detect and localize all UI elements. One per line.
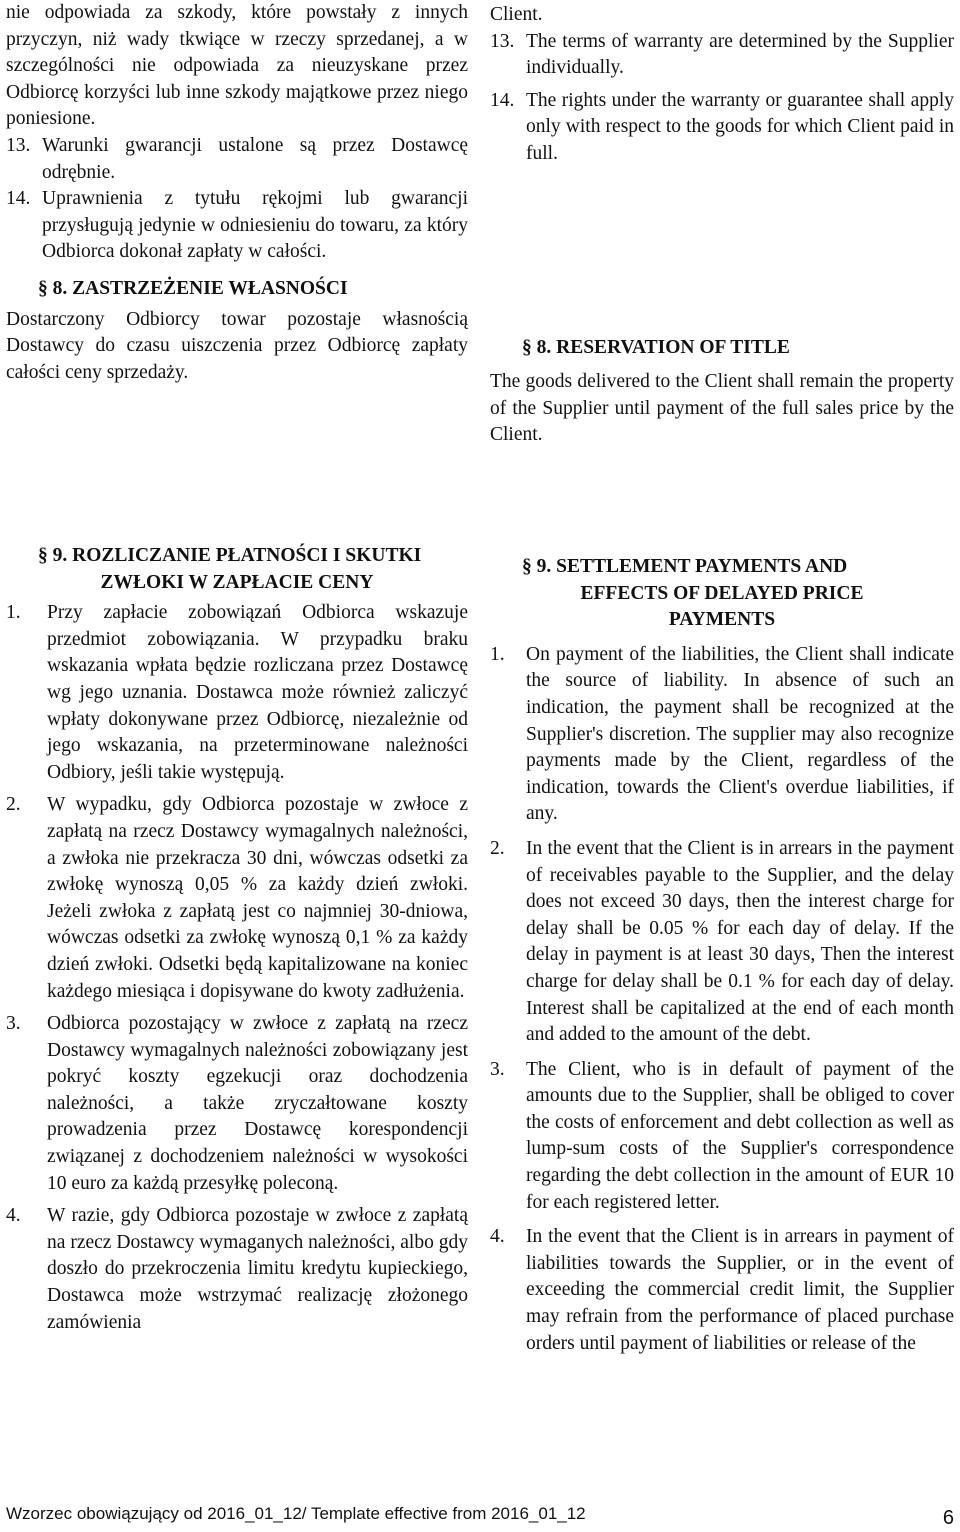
section-heading-9-en-line2: EFFECTS OF DELAYED PRICE (580, 582, 864, 604)
item-number: 13. (490, 30, 515, 52)
list-item (6, 186, 468, 266)
item-text: Przy zapłacie zobowiązań Odbiorca wskazuje przedmiot zobowiązania. W przypadku braku wskazania wpłata będzie rozliczana przez Dostawcę wg jego uznania. Dostawca może również zaliczyć wpłaty dokonywane przez Odbiorcę, niezależnie od jego wskazania, na przeterminowane należności Odbiory, jeśli takie występują. (47, 602, 468, 783)
list-item (6, 133, 468, 186)
item-number: 4. (6, 1205, 21, 1227)
section-heading-9-pl: § 9. ROZLICZANIE PŁATNOŚCI I SKUTKI (38, 545, 422, 566)
list-item (6, 792, 468, 1005)
section-8-body-en: The goods delivered to the Client shall remain the property of the Supplier until payment of the full sales price by the Client. (490, 371, 954, 446)
item-number: 13. (6, 134, 31, 156)
item-number: 14. (490, 89, 515, 111)
section-heading-9-pl-line2: ZWŁOKI W ZAPŁACIE CENY (100, 571, 374, 593)
item-number: 1. (6, 602, 21, 624)
continuation-text-en: Client. (490, 4, 543, 25)
list-item (490, 88, 954, 168)
continuation-text-pl: nie odpowiada za szkody, które powstały z innych przyczyn, niż wady tkwiące w rzeczy sprzedanej, a w szczególności nie odpowiada za nieuzyskane przez Odbiorcę korzyści lub inne szkody majątkowe przez niego poniesione. (6, 2, 468, 130)
list-item (6, 600, 468, 786)
item-text: In the event that the Client is in arrears in payment of liabilities towards the Supplier, or in the event of exceeding the commercial credit limit, the Supplier may refrain from the performance of placed purchase orders until payment of liabilities or release of the (526, 1226, 954, 1354)
list-item (6, 1203, 468, 1336)
top-right-column (490, 0, 954, 449)
section-heading-8-en: § 8. RESERVATION OF TITLE (522, 336, 790, 358)
item-text: The rights under the warranty or guarantee shall apply only with respect to the goods for which Client paid in full. (526, 89, 954, 164)
section-heading-9-en: § 9. SETTLEMENT PAYMENTS AND (522, 556, 848, 577)
item-number: 3. (490, 1058, 505, 1080)
list-item (490, 29, 954, 82)
section-heading-9-en-line3: PAYMENTS (668, 609, 776, 631)
list-item (6, 1011, 468, 1197)
section-8-body-pl: Dostarczony Odbiorcy towar pozostaje własnością Dostawcy do czasu uiszczenia przez Odbiorcę zapłaty całości ceny sprzedaży. (6, 308, 468, 383)
list-item (490, 836, 954, 1049)
item-text: The Client, who is in default of payment of the amounts due to the Supplier, shall be obliged to cover the costs of enforcement and debt collection as well as lump-sum costs of the Supplier's correspondence regarding the debt collection in the amount of EUR 10 for each registered letter. (526, 1058, 954, 1213)
list-item (490, 642, 954, 828)
list-item (490, 1224, 954, 1357)
item-text: The terms of warranty are determined by the Supplier individually. (526, 30, 954, 79)
item-text: Warunki gwarancji ustalone są przez Dostawcę odrębnie. (42, 134, 468, 183)
item-number: 14. (6, 188, 31, 210)
item-text: On payment of the liabilities, the Client shall indicate the source of liability. In absence of such an indication, the payment shall be recognized at the Supplier's discretion. The supplier may also recognize payments made by the Client, regardless of the indication, towards the Client's overdue liabilities, if any. (526, 643, 954, 825)
item-text: W razie, gdy Odbiorca pozostaje w zwłoce z zapłatą na rzecz Dostawcy wymaganych należności, albo gdy doszło do przekroczenia limitu kredytu kupieckiego, Dostawca może wstrzymać realizację złożonego zamówienia (47, 1205, 468, 1333)
item-number: 2. (6, 794, 21, 816)
section-heading-8-pl: § 8. ZASTRZEŻENIE WŁASNOŚCI (38, 277, 348, 299)
item-number: 4. (490, 1226, 505, 1248)
item-text: Uprawnienia z tytułu rękojmi lub gwarancji przysługują jedynie w odniesieniu do towaru, za który Odbiorca dokonał zapłaty w całości. (42, 188, 468, 263)
item-text: In the event that the Client is in arrears in the payment of receivables payable to the Supplier, and the delay does not exceed 30 days, then the interest charge for delay shall be 0.05 % for each day of delay. If the delay in payment is at least 30 days, Then the interest charge for delay shall be 0.1 % for each day of delay. Interest shall be capitalized at the end of each month and added to the amount of the debt. (526, 837, 954, 1046)
bottom-right-column (490, 554, 954, 1357)
item-text: W wypadku, gdy Odbiorca pozostaje w zwłoce z zapłatą na rzecz Dostawcy wymagalnych należności, a zwłoka nie przekracza 30 dni, wówczas odsetki za zwłokę wynoszą 0,05 % za każdy dzień zwłoki. Jeżeli zwłoka z zapłatą jest co najmniej 30-dniowa, wówczas odsetki za zwłokę wynoszą 0,1 % za każdy dzień zwłoki. Odsetki będą kapitalizowane na koniec każdego miesiąca i dopisywane do kwoty zadłużenia. (47, 794, 468, 1002)
item-number: 3. (6, 1013, 21, 1035)
top-left-column (6, 0, 468, 386)
page-footer: Wzorzec obowiązujący od 2016_01_12/ Template effective from 2016_01_12 (6, 1504, 586, 1523)
list-item (490, 1057, 954, 1217)
item-number: 2. (490, 837, 505, 859)
item-text: Odbiorca pozostający w zwłoce z zapłatą na rzecz Dostawcy wymagalnych należności zobowiązany jest pokryć koszty egzekucji oraz dochodzenia należności, a także zryczałtowane koszty prowadzenia przez Dostawcę korespondencji związanej z dochodzeniem należności w wysokości 10 euro za każdą przesyłkę poleconą. (47, 1013, 468, 1194)
page-number: 6 (942, 1507, 954, 1529)
bottom-left-column (6, 543, 468, 1336)
item-number: 1. (490, 643, 505, 665)
